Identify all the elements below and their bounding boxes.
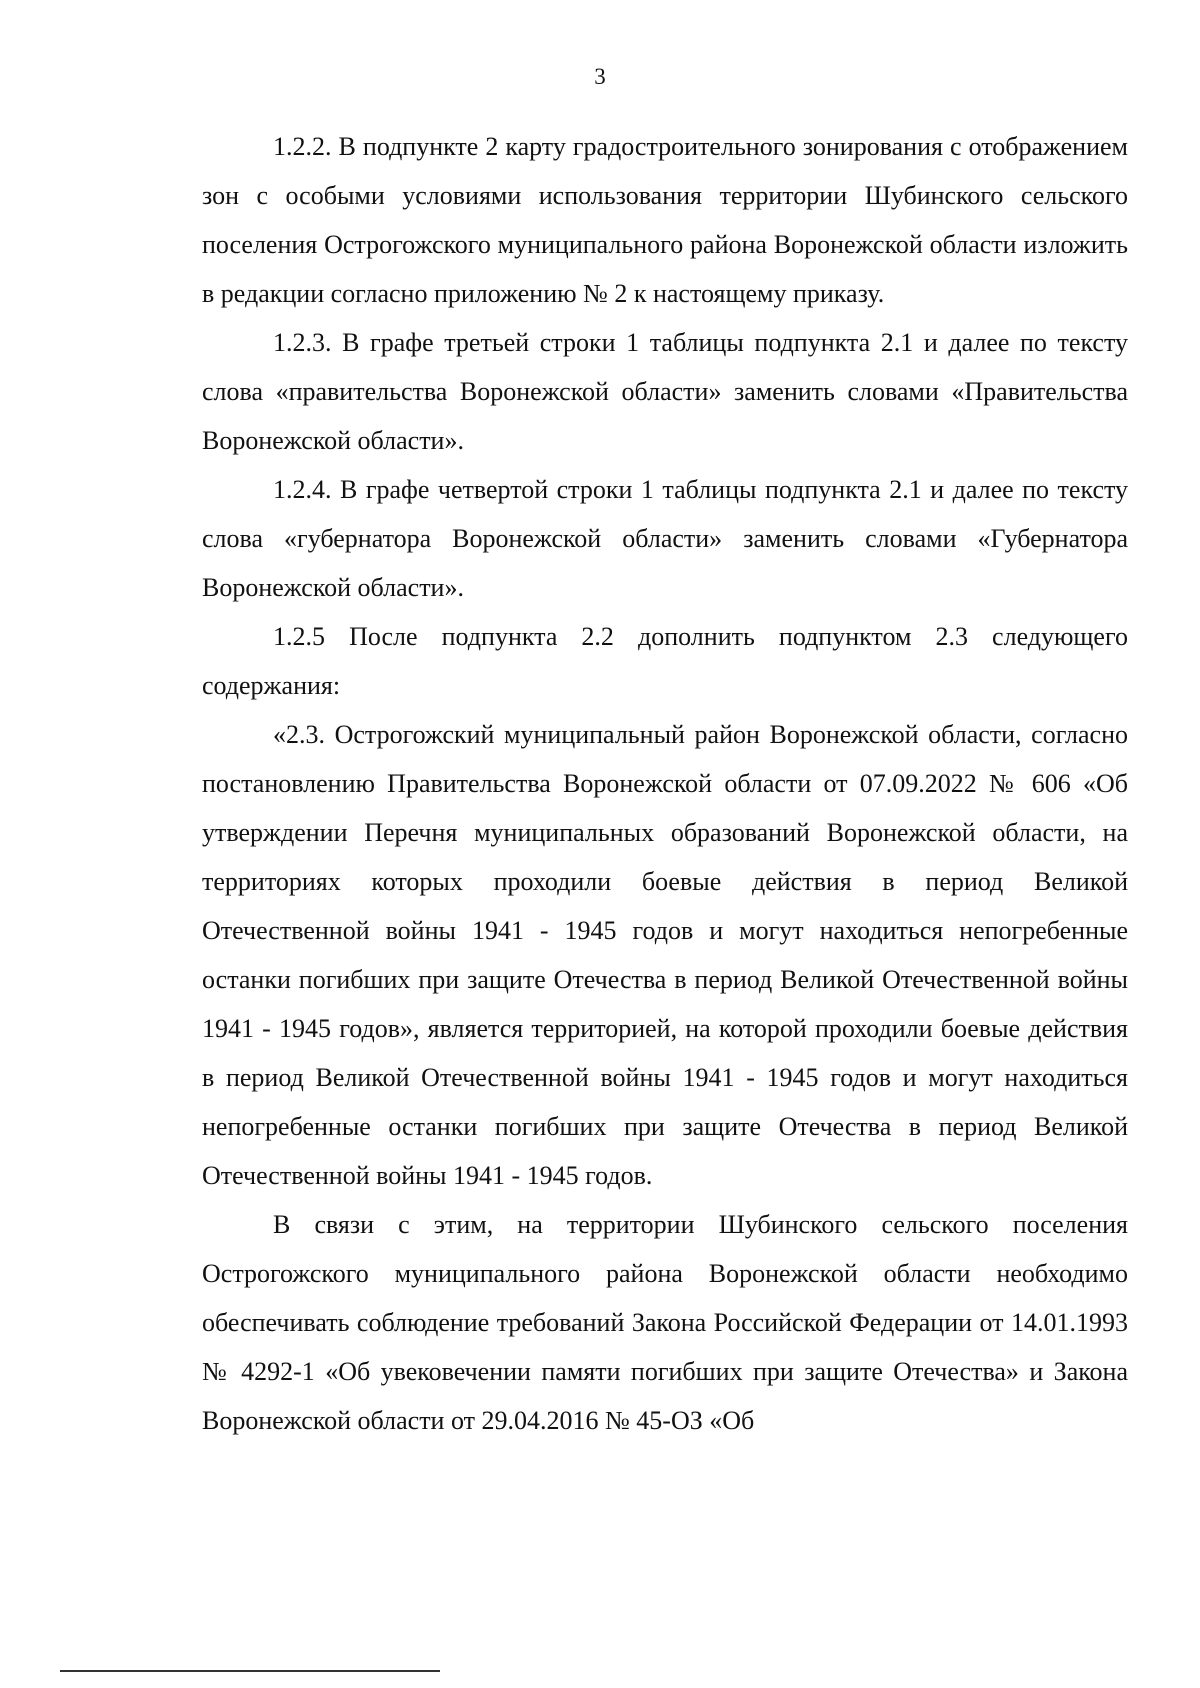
page-number: 3 (594, 64, 606, 89)
paragraph-1-2-4: 1.2.4. В графе четвертой строки 1 таблицы подпункта 2.1 и далее по тексту слова «губернатора Воронежской области» заменить словами «Губернатора Воронежской области». (202, 475, 1128, 602)
paragraph-1-2-5: 1.2.5 После подпункта 2.2 дополнить подпунктом 2.3 следующего содержания: (202, 622, 1128, 700)
footer-rule (60, 1670, 440, 1672)
paragraph-consequence: В связи с этим, на территории Шубинского сельского поселения Острогожского муниципального района Воронежской области необходимо обеспечивать соблюдение требований Закона Российской Федерации от 14.01.1993 № 4292-1 «Об увековечении памяти погибших при защите Отечества» и Закона Воронежской области от 29.04.2016 № 45-ОЗ «Об (202, 1210, 1128, 1435)
document-body (202, 122, 1128, 1445)
paragraph-1-2-2: 1.2.2. В подпункте 2 карту градостроительного зонирования с отображением зон с особыми условиями использования территории Шубинского сельского поселения Острогожского муниципального района Воронежской области изложить в редакции согласно приложению № 2 к настоящему приказу. (202, 132, 1128, 308)
paragraph-1-2-3: 1.2.3. В графе третьей строки 1 таблицы подпункта 2.1 и далее по тексту слова «правительства Воронежской области» заменить словами «Правительства Воронежской области». (202, 328, 1128, 455)
paragraph-2-3-quote: «2.3. Острогожский муниципальный район Воронежской области, согласно постановлению Правительства Воронежской области от 07.09.2022 № 606 «Об утверждении Перечня муниципальных образований Воронежской области, на территориях которых проходили боевые действия в период Великой Отечественной войны 1941 - 1945 годов и могут находиться непогребенные останки погибших при защите Отечества в период Великой Отечественной войны 1941 - 1945 годов», является территорией, на которой проходили боевые действия в период Великой Отечественной войны 1941 - 1945 годов и могут находиться непогребенные останки погибших при защите Отечества в период Великой Отечественной войны 1941 - 1945 годов. (202, 720, 1128, 1190)
